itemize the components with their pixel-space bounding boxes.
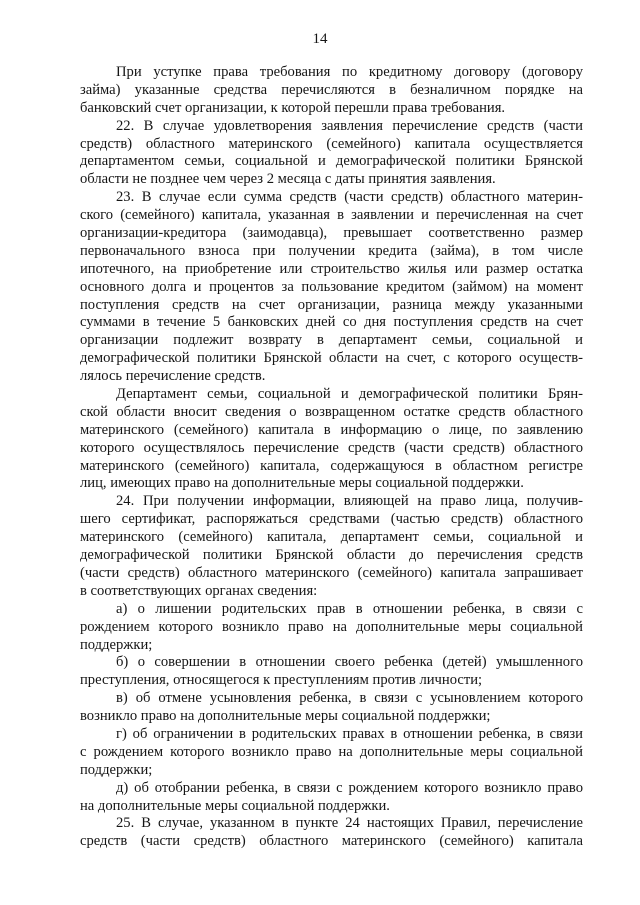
text-line: на дополнительные меры социальной поддержки. (80, 797, 390, 814)
text-line: 23. В случае если сумма средств (части средств) областного материн- (116, 189, 583, 206)
text-line: г) об ограничении в родительских правах в отношении ребенка, в связи (116, 725, 583, 742)
text-line: д) об отобрании ребенка, в связи с рождением которого возникло право (116, 779, 583, 796)
text-line: демографической политики Брянской области на счет, с которого осуществ- (80, 350, 583, 367)
text-line: ского (семейного) капитала, указанная в заявлении и перечисленная на счет (80, 207, 583, 224)
text-line: департаментом семьи, социальной и демографической политики Брянской (80, 153, 583, 170)
text-line: рождением которого возникло право на дополнительные меры социальной (80, 618, 583, 635)
text-line: которого осуществлялось перечисление средств (части средств) областного (80, 439, 583, 456)
text-line: возникло право на дополнительные меры социальной поддержки; (80, 708, 491, 725)
text-line: суммами в течение 5 банковских дней со дня поступления средств на счет (80, 314, 583, 331)
text-line: материнского (семейного) капитала в информацию о лице, по заявлению (80, 421, 583, 438)
text-line: основного долга и процентов за пользование кредитом (займом) на момент (80, 278, 583, 295)
text-line: ской области вносит сведения о возвращенном остатке средств областного (80, 403, 583, 420)
paragraph (80, 64, 583, 118)
text-line: области не позднее чем через 2 месяца с даты принятия заявления. (80, 171, 496, 188)
text-line: 22. В случае удовлетворения заявления перечисление средств (части (116, 117, 583, 134)
text-line: 24. При получении информации, влияющей на право лица, получив- (116, 493, 583, 510)
text-line: займа) указанные средства перечисляются в безналичном порядке на (80, 81, 583, 98)
text-line: лиц, имеющих право на дополнительные меры социальной поддержки. (80, 475, 524, 492)
text-line: Департамент семьи, социальной и демографической политики Брян- (116, 386, 583, 403)
document-body (80, 64, 583, 851)
text-line: лялось перечисление средств. (80, 368, 266, 385)
paragraph (80, 386, 583, 493)
paragraph (80, 654, 583, 690)
text-line: а) о лишении родительских прав в отношении ребенка, в связи с (116, 600, 583, 617)
text-line: шего сертификат, распоряжаться средствами (частью средств) областного (80, 511, 583, 528)
text-line: организации-кредитора (заимодавца), превышает соответственно размер (80, 225, 583, 242)
paragraph (80, 815, 583, 851)
text-line: ипотечного, на приобретение или строительство жилья или размер остатка (80, 260, 583, 277)
text-line: б) о совершении в отношении своего ребенка (детей) умышленного (116, 654, 583, 671)
text-line: поддержки; (80, 636, 153, 653)
text-line: материнского (семейного) капитала, департамент семьи, социальной и (80, 529, 583, 546)
text-line: в соответствующих органах сведения: (80, 582, 318, 599)
paragraph (80, 726, 583, 780)
paragraph (80, 189, 583, 386)
text-line: первоначального взноса при получении кредита (займа), в том числе (80, 242, 583, 259)
text-line: средств) областного материнского (семейного) капитала осуществляется (80, 135, 583, 152)
text-line: При уступке права требования по кредитному договору (договору (116, 64, 583, 80)
text-line: с рождением которого возникло право на дополнительные меры социальной (80, 743, 583, 760)
paragraph (80, 690, 583, 726)
text-line: организации подлежит возврату в департамент семьи, социальной и (80, 332, 583, 349)
text-line: преступления, относящегося к преступлениям против личности; (80, 672, 483, 689)
text-line: демографической политики Брянской области до перечисления средств (80, 547, 583, 564)
text-line: 25. В случае, указанном в пункте 24 настоящих Правил, перечисление (116, 815, 583, 832)
paragraph (80, 780, 583, 816)
text-line: поступления средств на счет организации, разница между указанными (80, 296, 583, 313)
paragraph (80, 118, 583, 190)
text-line: поддержки; (80, 761, 153, 778)
paragraph (80, 493, 583, 600)
text-line: (части средств) областного материнского (семейного) капитала запрашивает (80, 564, 583, 581)
paragraph (80, 601, 583, 655)
text-line: в) об отмене усыновления ребенка, в связи с усыновлением которого (116, 690, 583, 707)
text-line: материнского (семейного) капитала, содержащуюся в областном регистре (80, 457, 583, 474)
page-number: 14 (312, 31, 328, 47)
text-line: банковский счет организации, к которой перешли права требования. (80, 99, 506, 116)
text-line: средств (части средств) областного материнского (семейного) капитала (80, 833, 583, 850)
